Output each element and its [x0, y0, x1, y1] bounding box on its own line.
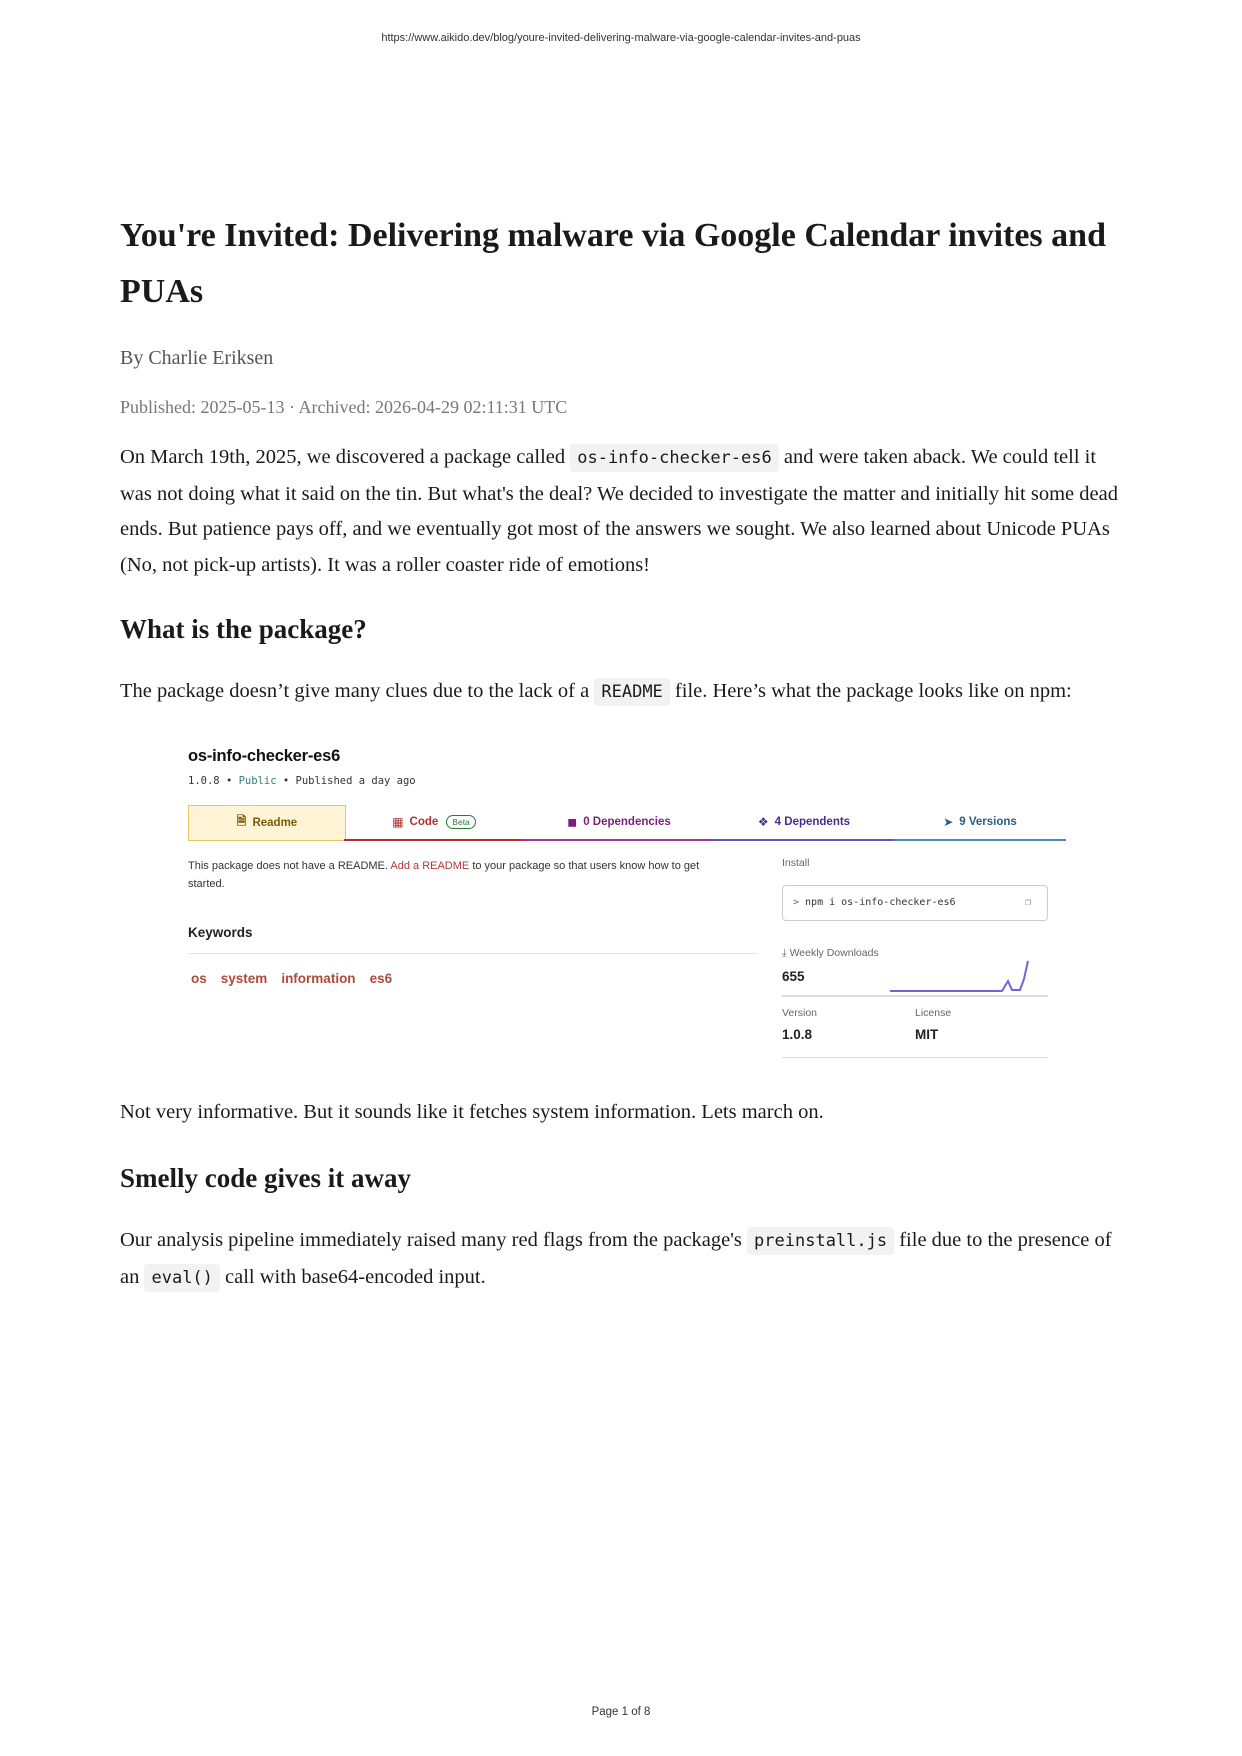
label-text: Weekly Downloads	[789, 946, 879, 959]
tab-label: 0 Dependencies	[583, 815, 671, 828]
text-run: and were taken aback. We could tell it was not doing what it said on the tin. But what's the deal? We decided to investigate the matter and initially hit some dead ends. But patience pays off, and we eventually got most of the answers we sought. We also learned about Unicode PUAs (No, not pick-up artists). It was a roller coaster ride of emotions!	[120, 446, 1118, 576]
tab-versions[interactable]	[894, 805, 1066, 841]
box-icon: ◼	[567, 814, 578, 829]
text-run: The package doesn’t give many clues due to the lack of a	[120, 680, 595, 702]
text-run: call with base64-encoded input.	[219, 1265, 486, 1288]
paragraph: Not very informative. But it sounds like it fetches system information. Lets march on.	[120, 1100, 824, 1123]
tab-label: 9 Versions	[959, 815, 1017, 828]
section-heading: What is the package?	[120, 614, 367, 644]
print-header-url: https://www.aikido.dev/blog/youre-invited-delivering-malware-via-google-calendar-invites-and-puas	[381, 32, 861, 44]
text-run: file due to the presence of an	[120, 1229, 1112, 1288]
package-name: os-info-checker-es6	[188, 746, 341, 765]
text-run: Our analysis pipeline immediately raised many red flags from the package's	[120, 1229, 748, 1251]
page-number: Page 1 of 8	[591, 1706, 651, 1718]
keyword-link[interactable]: es6	[369, 970, 393, 986]
install-command: npm i os-info-checker-es6	[805, 897, 956, 908]
tab-readme[interactable]	[188, 805, 346, 841]
keyword-link[interactable]: information	[281, 970, 356, 986]
weekly-downloads-count: 655	[782, 968, 805, 984]
prompt-icon: >	[793, 897, 800, 908]
package-version: 1.0.8	[188, 774, 220, 787]
text-run: to your package so that users know how to get started.	[188, 859, 700, 890]
article	[120, 208, 1122, 1296]
article-title: You're Invited: Delivering malware via Google Calendar invites and PUAs	[120, 217, 1106, 310]
tab-dependents[interactable]	[714, 805, 894, 841]
separator: •	[225, 774, 233, 787]
install-command-box[interactable]	[782, 885, 1048, 921]
no-readme-notice	[188, 857, 728, 893]
paragraph	[120, 1223, 1122, 1296]
inline-code: os-info-checker-es6	[570, 444, 778, 472]
separator: •	[282, 774, 290, 787]
keyword-link[interactable]: system	[220, 970, 268, 986]
copy-icon[interactable]: ❐	[1024, 897, 1031, 908]
file-code-icon: ▦	[392, 814, 404, 829]
divider	[188, 953, 758, 954]
add-readme-link[interactable]: Add a README	[390, 859, 470, 872]
section-heading: Smelly code gives it away	[120, 1163, 411, 1193]
package-tabs	[188, 805, 1066, 843]
version-value: 1.0.8	[782, 1026, 813, 1042]
package-visibility: Public	[238, 774, 277, 787]
sparkline-path	[890, 961, 1028, 991]
install-label: Install	[782, 856, 810, 869]
text-run: file. Here’s what the package looks like on npm:	[669, 680, 1072, 702]
package-subtitle	[188, 775, 416, 787]
inline-code: preinstall.js	[747, 1227, 894, 1255]
paragraph	[120, 674, 1122, 711]
inline-code: README	[594, 678, 669, 706]
package-published: Published a day ago	[295, 774, 416, 787]
tab-dependencies[interactable]	[524, 805, 714, 841]
tab-label: Code	[409, 815, 439, 828]
tags-icon: ➤	[943, 814, 954, 829]
divider	[782, 995, 1048, 997]
boxes-icon: ❖	[757, 814, 769, 829]
npm-package-screenshot	[188, 737, 1068, 1077]
keywords-list	[191, 971, 392, 986]
text-run: On March 19th, 2025, we discovered a package called	[120, 446, 571, 468]
keyword-link[interactable]: os	[191, 970, 207, 986]
text-run: This package does not have a README.	[188, 859, 391, 872]
inline-code: eval()	[144, 1264, 219, 1292]
divider	[782, 1057, 1048, 1058]
downloads-sparkline	[890, 957, 1040, 993]
keywords-heading: Keywords	[188, 924, 253, 940]
document-icon: 🗎	[236, 814, 247, 828]
weekly-downloads-label	[782, 947, 879, 960]
tab-code[interactable]	[344, 805, 524, 841]
beta-badge: Beta	[446, 815, 476, 829]
intro-paragraph	[120, 440, 1122, 583]
publish-meta: Published: 2025-05-13 · Archived: 2026-04-29 02:11:31 UTC	[120, 397, 568, 417]
tab-label: 4 Dependents	[774, 815, 851, 828]
license-label: License	[915, 1006, 952, 1019]
version-label: Version	[782, 1006, 818, 1019]
download-icon: ⤓	[782, 946, 787, 959]
package-sidebar	[782, 856, 1048, 1042]
tab-label: Readme	[252, 816, 298, 829]
license-value: MIT	[915, 1026, 939, 1042]
byline: By Charlie Eriksen	[120, 347, 274, 369]
